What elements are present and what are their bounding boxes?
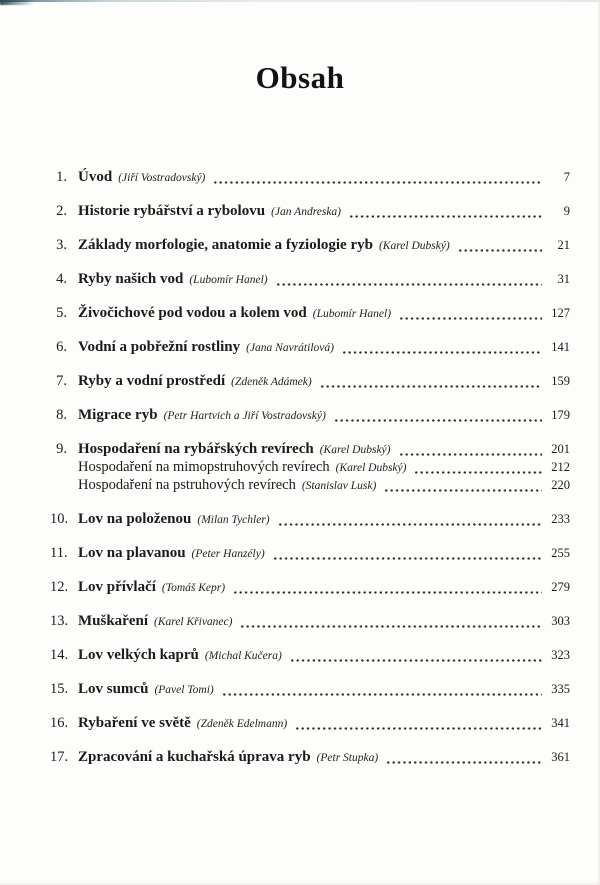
item-title: Vodní a pobřežní rostliny xyxy=(78,339,241,355)
toc-subitem-row xyxy=(50,477,570,495)
scan-corner-artifact xyxy=(0,0,34,5)
item-page: 255 xyxy=(551,546,570,560)
item-author: (Michal Kučera) xyxy=(204,650,282,662)
item-title: Lov na plavanou xyxy=(78,545,186,561)
item-number: 17. xyxy=(50,749,69,765)
toc-item xyxy=(50,237,570,255)
item-page: 159 xyxy=(551,374,570,388)
toc-item xyxy=(50,203,570,221)
toc-item-row xyxy=(50,749,570,767)
item-title: Rybaření ve světě xyxy=(78,715,191,731)
item-author: (Pavel Tomi) xyxy=(154,684,214,696)
item-author: (Petr Stupka) xyxy=(316,752,379,764)
item-number: 16. xyxy=(50,715,69,731)
item-page: 335 xyxy=(551,682,570,696)
toc-item xyxy=(50,749,570,767)
item-number: 12. xyxy=(50,579,69,595)
item-author: (Jana Navrátilová) xyxy=(246,342,334,354)
item-title: Lov sumců xyxy=(78,681,149,697)
toc-item xyxy=(50,407,570,425)
toc-item xyxy=(50,715,570,733)
item-number: 5. xyxy=(56,305,67,321)
toc-item-row xyxy=(50,511,570,529)
subitem-author: (Stanislav Lusk) xyxy=(301,480,377,492)
item-number: 1. xyxy=(56,169,67,185)
item-page: 341 xyxy=(551,716,570,730)
toc-item-row xyxy=(50,305,570,323)
item-title: Lov přívlačí xyxy=(78,579,156,595)
item-title: Lov na položenou xyxy=(78,511,192,527)
dot-leader xyxy=(291,659,542,662)
dot-leader xyxy=(274,557,542,560)
scan-top-edge xyxy=(0,0,600,2)
dot-leader xyxy=(343,351,542,354)
subitem-author: (Karel Dubský) xyxy=(335,462,407,474)
item-number: 10. xyxy=(50,511,69,527)
item-title: Úvod xyxy=(78,169,113,185)
item-author: (Karel Křivanec) xyxy=(154,616,233,628)
toc-item-row xyxy=(50,407,570,425)
item-number: 13. xyxy=(50,613,69,629)
subitem-title: Hospodaření na mimopstruhových revírech xyxy=(78,459,330,475)
item-author: (Karel Dubský) xyxy=(378,240,450,252)
dot-leader xyxy=(296,727,542,730)
dot-leader xyxy=(279,523,542,526)
toc-item-row xyxy=(50,441,570,459)
item-page: 127 xyxy=(551,306,570,320)
item-page: 233 xyxy=(551,512,570,526)
subitem-page: 212 xyxy=(551,460,570,474)
item-title: Ryby našich vod xyxy=(78,271,184,287)
dot-leader xyxy=(277,283,542,286)
dot-leader xyxy=(387,761,542,764)
dot-leader xyxy=(400,317,542,320)
dot-leader xyxy=(350,215,542,218)
toc-item-row xyxy=(50,169,570,187)
toc-item-row xyxy=(50,373,570,391)
item-title: Historie rybářství a rybolovu xyxy=(78,203,266,219)
toc-item-row xyxy=(50,579,570,597)
item-page: 9 xyxy=(563,204,570,218)
item-author: (Petr Hartvich a Jiří Vostradovský) xyxy=(163,410,326,422)
toc-item xyxy=(50,613,570,631)
toc-item-row xyxy=(50,715,570,733)
toc-item xyxy=(50,305,570,323)
item-author: (Jiří Vostradovský) xyxy=(118,172,206,184)
dot-leader xyxy=(223,693,542,696)
item-number: 4. xyxy=(56,271,67,287)
item-author: (Milan Tychler) xyxy=(197,514,270,526)
dot-leader xyxy=(214,181,542,184)
item-title: Muškaření xyxy=(78,613,149,629)
item-page: 303 xyxy=(551,614,570,628)
item-page: 31 xyxy=(557,272,570,286)
dot-leader xyxy=(321,385,542,388)
item-number: 8. xyxy=(56,407,67,423)
toc-item xyxy=(50,339,570,357)
item-page: 179 xyxy=(551,408,570,422)
item-number: 3. xyxy=(56,237,67,253)
toc-item-row xyxy=(50,681,570,699)
toc-item-row xyxy=(50,271,570,289)
item-title: Ryby a vodní prostředí xyxy=(78,373,226,389)
toc-item-row xyxy=(50,203,570,221)
item-page: 279 xyxy=(551,580,570,594)
item-number: 9. xyxy=(56,441,67,457)
subitem-title: Hospodaření na pstruhových revírech xyxy=(78,477,296,493)
item-page: 361 xyxy=(551,750,570,764)
toc-item xyxy=(50,441,570,495)
toc-item xyxy=(50,681,570,699)
item-number: 11. xyxy=(50,545,68,561)
item-number: 14. xyxy=(50,647,69,663)
toc-item xyxy=(50,647,570,665)
dot-leader xyxy=(241,625,542,628)
toc-item-row xyxy=(50,647,570,665)
item-number: 2. xyxy=(56,203,67,219)
item-page: 21 xyxy=(557,238,570,252)
item-number: 15. xyxy=(50,681,69,697)
item-page: 201 xyxy=(551,442,570,456)
item-title: Lov velkých kaprů xyxy=(78,647,199,663)
item-author: (Jan Andreska) xyxy=(271,206,342,218)
item-author: (Lubomír Hanel) xyxy=(312,308,392,320)
dot-leader xyxy=(400,453,543,456)
item-title: Živočichové pod vodou a kolem vod xyxy=(78,305,307,321)
page-title: Obsah xyxy=(255,60,345,95)
toc-item-row xyxy=(50,545,570,563)
dot-leader xyxy=(415,471,542,474)
item-number: 6. xyxy=(56,339,67,355)
item-author: (Zdeněk Adámek) xyxy=(231,376,312,388)
item-author: (Peter Hanzély) xyxy=(191,548,265,560)
dot-leader xyxy=(234,591,542,594)
item-title: Zpracování a kuchařská úprava ryb xyxy=(78,749,311,765)
item-title: Migrace ryb xyxy=(78,407,158,423)
toc-item-row xyxy=(50,339,570,357)
toc-item xyxy=(50,169,570,187)
dot-leader xyxy=(459,249,542,252)
item-author: (Zdeněk Edelmann) xyxy=(196,718,288,730)
toc-subitem-row xyxy=(50,459,570,477)
item-title: Základy morfologie, anatomie a fyziologie ryb xyxy=(78,237,373,253)
dot-leader xyxy=(385,489,542,492)
item-author: (Tomáš Kepr) xyxy=(161,582,226,594)
item-title: Hospodaření na rybářských revírech xyxy=(78,441,314,457)
item-page: 141 xyxy=(551,340,570,354)
toc-item-row xyxy=(50,237,570,255)
toc-item xyxy=(50,373,570,391)
toc-item xyxy=(50,511,570,529)
toc-list xyxy=(50,169,570,783)
toc-item xyxy=(50,579,570,597)
item-author: (Lubomír Hanel) xyxy=(189,274,268,286)
item-page: 7 xyxy=(563,170,570,184)
dot-leader xyxy=(335,419,542,422)
toc-item-row xyxy=(50,613,570,631)
item-page: 323 xyxy=(551,648,570,662)
toc-item xyxy=(50,271,570,289)
subitem-page: 220 xyxy=(551,478,570,492)
item-author: (Karel Dubský) xyxy=(319,444,391,456)
toc-item xyxy=(50,545,570,563)
item-number: 7. xyxy=(56,373,67,389)
